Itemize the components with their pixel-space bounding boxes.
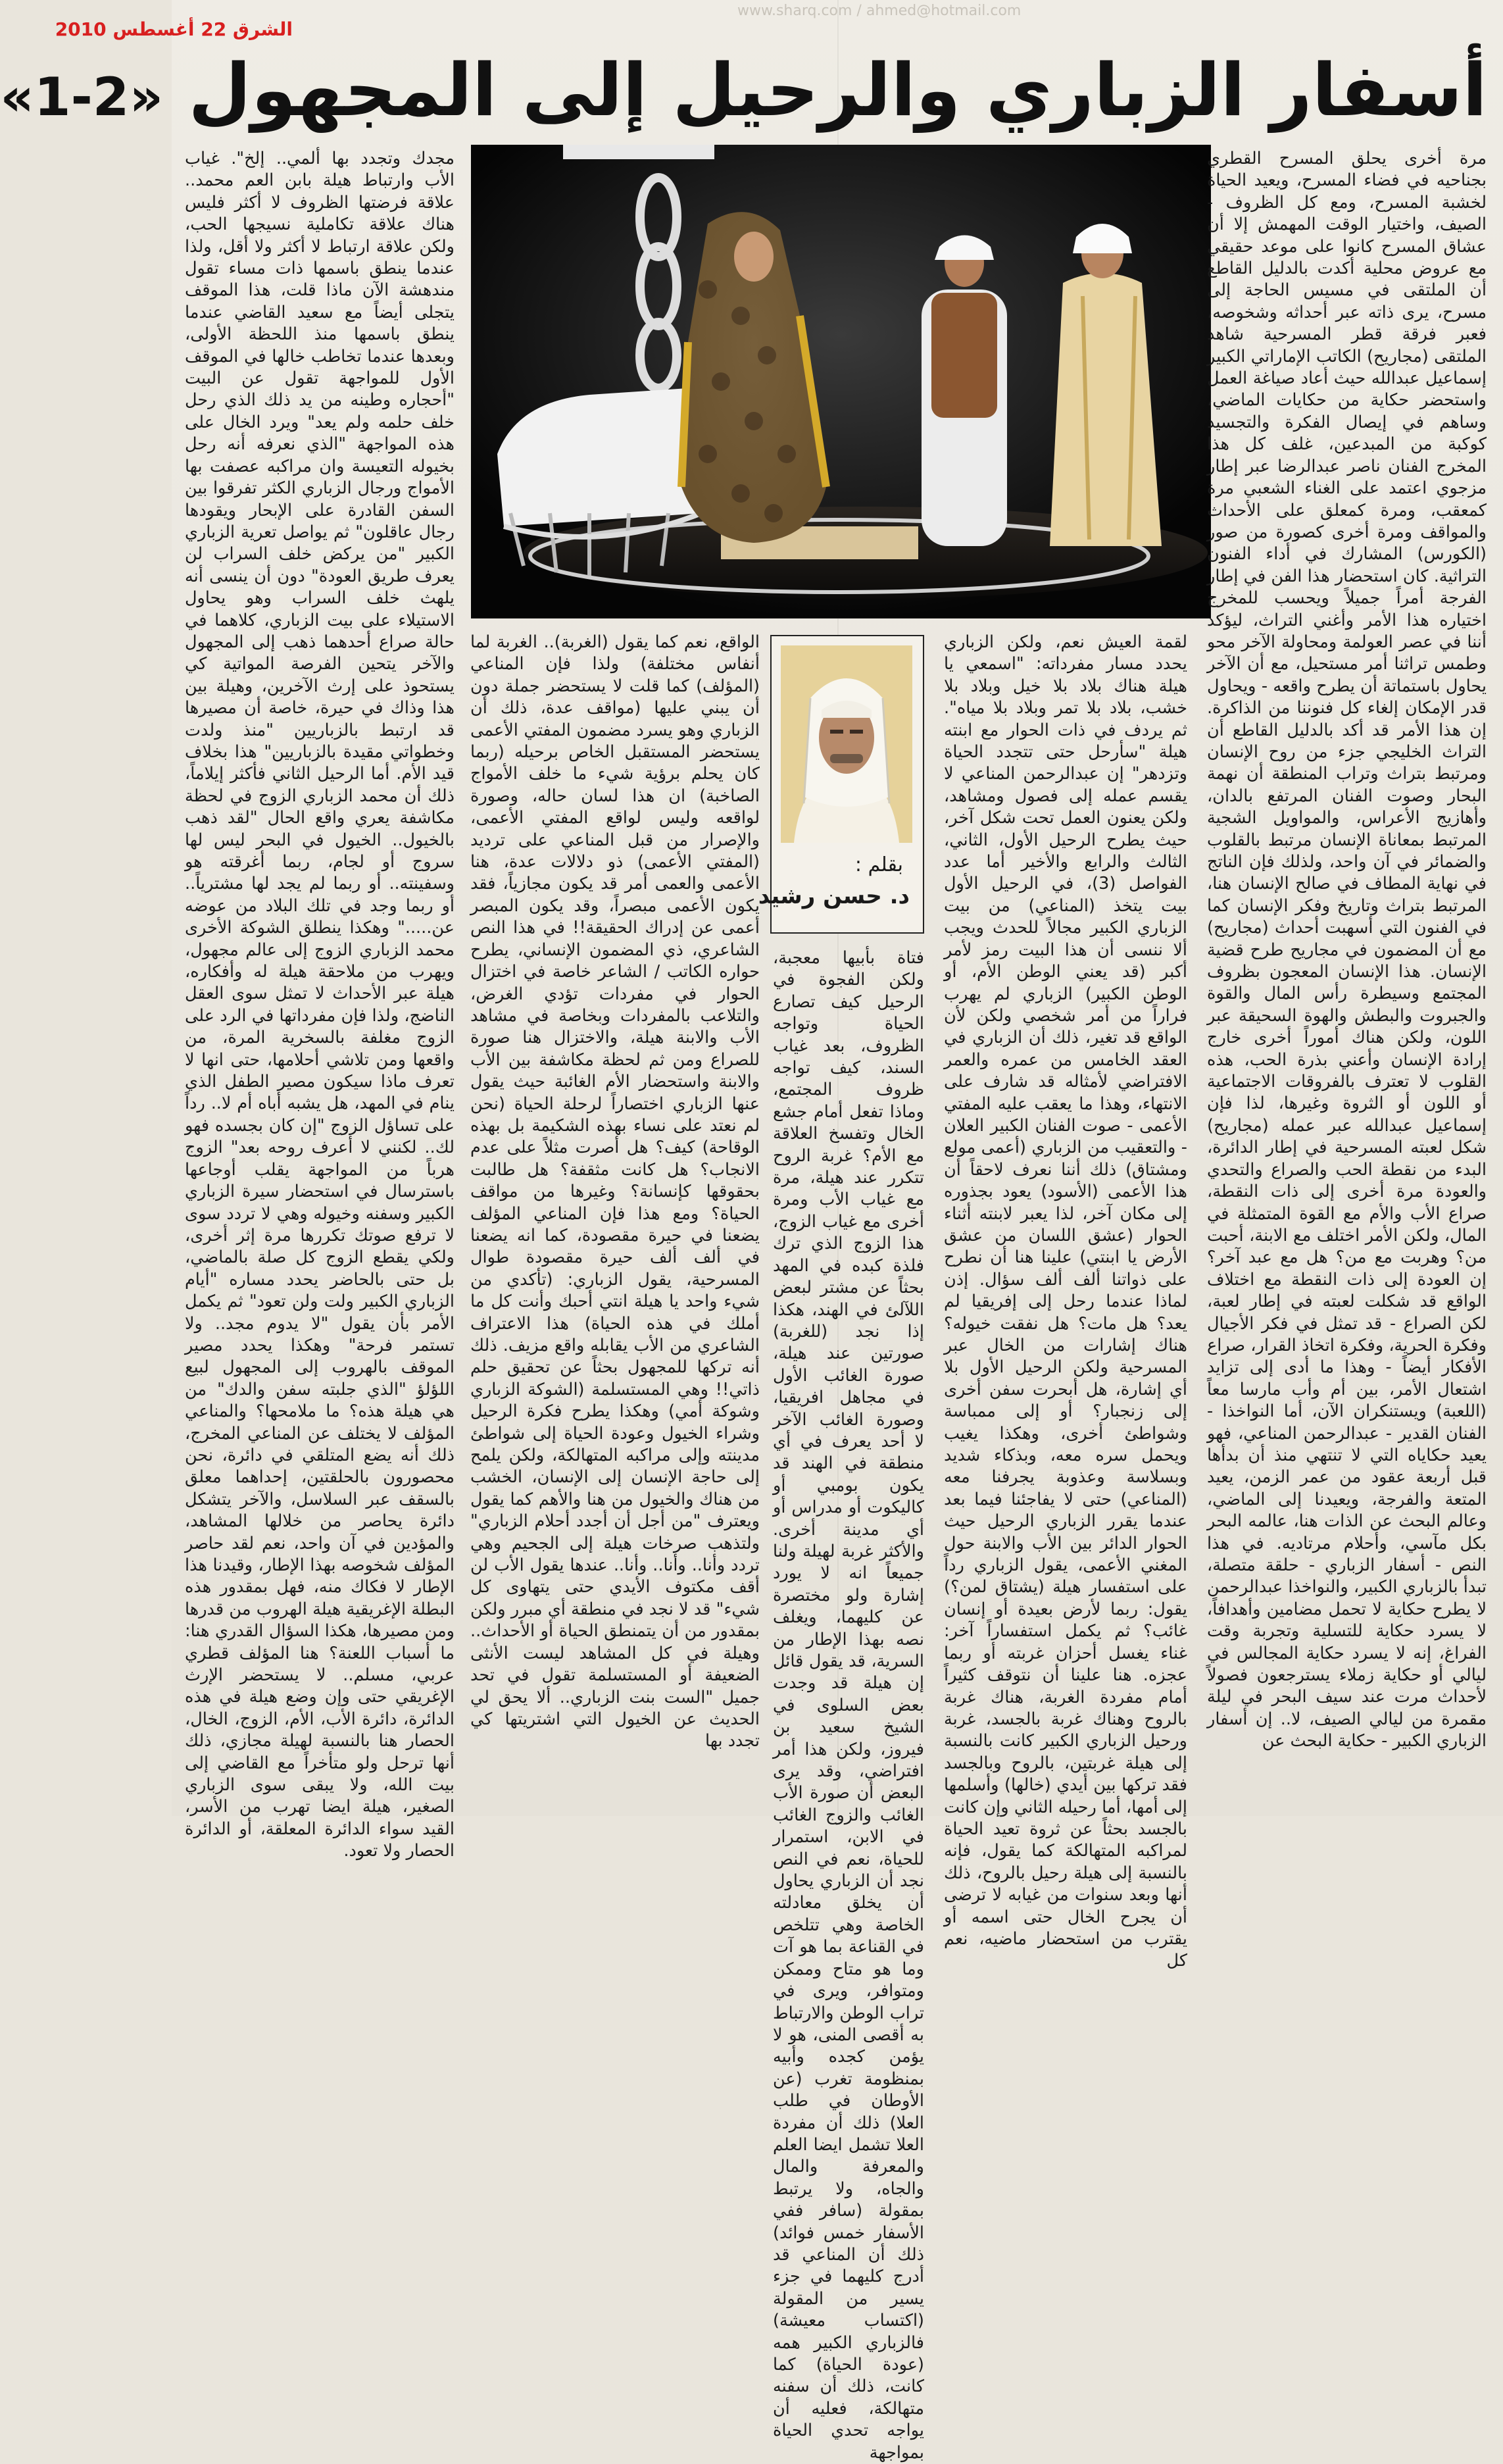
headline [0, 47, 1487, 140]
article-column-left [185, 148, 455, 1861]
column-text: الواقع، نعم كما يقول (الغربة).. الغربة لما أنفاس مختلفة) ولذا فإن المناعي (المؤلف) كما قلت لا يستحضر جملة دون أن يبني عليها (مواقف عدة، ذلك أن الزباري وهو يسرد مضمون المفتي الأعمى يستحضر المستقبل الخاص برحيله (ربما كان يحلم برؤية شيء ما خلف الأمواج الصاخبة) ان هذا لسان حاله، وصورة لواقعه وليس لواقع المفتي الأعمى، والإصرار من قبل المناعي على ترديد (المفتي الأعمى) ذو دلالات عدة، هنا الأعمى والعمى أمر قد يكون مجازياً، فقد يكون الأعمى مبصراً، وقد يكون المبصر أعمى عن إدراك الحقيقة!! في هذا النص الشاعري، ذي المضمون الإنساني، يطرح حواره الكاتب / الشاعر خاصة في اختزال الحوار في مفردات تؤدي الغرض، والتلاعب بالمفردات وبخاصة في مشاهد الأب والابنة هيلة، والاختزال هنا صورة للصراع ومن ثم لحظة مكاشفة بين الأب والابنة واستحضار الأم الغائبة حيث يقول عنها الزباري اختصاراً لرحلة الحياة (نحن لم نعتد على نساء بهذه الشكيمة بل بهذه الوقاحة) كيف؟ هل أصرت مثلاً على عدم الانجاب؟ هل كانت مثقفة؟ هل طالبت بحقوقها كإنسانة؟ وغيرها من مواقف الحياة؟ ومع هذا فإن المناعي المؤلف يضعنا في حيرة مقصودة، كما انه يضعنا في ألف ألف حيرة مقصودة طوال المسرحية، يقول الزباري: (تأكدي من شيء واحد يا هيلة انتي أحبك وأنت كل ما أملك في هذه الحياة) هذا الاعتراف الشاعري من الأب يقابله واقع مزيف. ذلك أنه تركها للمجهول بحثاً عن تحقيق حلم ذاتي!! وهي المستسلمة (الشوكة الزباري وشوكة أمي) وهكذا يطرح فكرة الرحيل وشراء الخيول وعودة الحياة إلى شواطئ مدينته وإلى مراكبه المتهالكة، ولكن يلمح إلى حاجة الإنسان إلى الإنسان، الخشب من هناك والخيول من هنا والأهم كما يقول ويعترف "من أجل أن أجدد أحلام الزباري" ولتذهب صرخات هيلة إلى الجحيم وهي تردد وأنا.. وأنا.. وأنا.. عندها يقول الأب لن أقف مكتوف الأيدي حتى يتهاوى كل شيء" قد لا نجد في منطقة أي مبرر ولكن بمقدور من أن يتمنطق الحياة أو الأحداث.. وهيلة في كل المشاهد ليست الأنثى الضعيفة أو المستسلمة تقول في تحد جميل "الست بنت الزباري.. ألا يحق لي الحديث عن الخيول التي اشتريتها كي تجدد بها [470, 632, 760, 1751]
author-portrait-illustration [781, 645, 912, 843]
stage-scene-illustration [471, 145, 1211, 618]
author-byline-box [758, 635, 924, 934]
bleed-through-text: www.sharq.com / ahmed@hotmail.com [737, 3, 1022, 19]
article-column-middle-right [944, 632, 1187, 1971]
article-column-right [1207, 148, 1487, 1799]
column-text: لقمة العيش نعم، ولكن الزباري يحدد مسار مفرداته: "اسمعي يا هيلة هناك بلاد بلا خيل وبلاد بلا خشب، بلاد بلا تمر وبلاد بلا مياه". ثم يردف في ذات الحوار مع ابنته هيلة "سأرحل حتى تتجدد الحياة وتزدهر" إن عبدالرحمن المناعي لا يقسم عمله إلى فصول ومشاهد، ولكن يعنون العمل تحت شكل آخر، حيث يطرح الرحيل الأول، الثاني، الثالث والرابع والأخير أما عدد الفواصل (3)، في الرحيل الأول بيت يتخذ (المناعي) من بيت الزباري الكبير مجالاً للحدث ويجب ألا ننسى أن هذا البيت رمز لأمر أكبر (قد يعني الوطن الأم، أو الوطن الكبير) الزباري لم يهرب فراراً من أمر شخصي ولكن لأن الواقع قد تغير، ذلك أن الزباري في العقد الخامس من عمره والعمر الافتراضي لأمثاله قد شارف على الانتهاء، وهذا ما يعقب عليه المفتي الأعمى - صوت الفنان الكبير العلان - والتعقيب من الزباري (أعمى مولع ومشتاق) ذلك أننا نعرف لاحقاً أن هذا الأعمى (الأسود) يعود بجذوره إلى مكان آخر، لذا يعبر لابنته أثناء الحوار (عشق اللسان من عشق الأرض يا ابنتي) علينا هنا أن نطرح على ذواتنا ألف ألف سؤال. إذن لماذا عندما رحل إلى إفريقيا لم يعد؟ هل مات؟ هل نفقت خيوله؟ هناك إشارات من الخال عبر المسرحية ولكن الرحيل الأول بلا أي إشارة، هل أبحرت سفن أخرى إلى زنجبار؟ أو إلى ممباسة وشواطئ أخرى، وهكذا يغيب ويحمل سره معه، وبذكاء شديد وبسلاسة وعذوبة يجرفنا معه (المناعي) حتى لا يفاجئنا فيما بعد عندما يقرر الزباري الرحيل حيث الحوار الدائر بين الأب والابنة حول المغني الأعمى، يقول الزباري رداً على استفسار هيلة (يشتاق لمن؟) يقول: ربما لأرض بعيدة أو إنسان غائب؟ ثم يكمل استفساراً آخر: غناء يغسل أحزان غربته أو ربما عجزه. هنا علينا أن نتوقف كثيراً أمام مفردة الغربة، هناك غربة بالروح وهناك غربة بالجسد، غربة ورحيل الزباري الكبير كانت بالنسبة إلى هيلة غربتين، بالروح وبالجسد فقد تركها بين أيدي (خالها) وأسلمها إلى أمها، أما رحيله الثاني وإن كانت بالجسد بحثاً عن ثروة تعيد الحياة لمراكبه المتهالكة كما يقول، فإنه بالنسبة إلى هيلة رحيل بالروح، ذلك أنها وبعد سنوات من غيابه لا ترضى أن يجرح الخال حتى اسمه أو يقترب من استحضار ماضيه، نعم كل [944, 632, 1187, 1971]
author-portrait [781, 645, 912, 843]
headline-title: أسفار الزباري والرحيل إلى المجهول [188, 48, 1487, 132]
stage-photo [471, 145, 1211, 618]
byline-label: بقلم : [854, 853, 903, 876]
dateline: الشرق 22 أغسطس 2010 [55, 18, 293, 40]
article-column-middle [773, 947, 924, 2463]
author-name: د. حسن رشيد [758, 883, 910, 909]
column-text: فتاة بأبيها معجبة، ولكن الفجوة في الرحيل كيف تصارع الحياة وتواجه الظروف، بعد غياب السند، كيف تواجه ظروف المجتمع، وماذا تفعل أمام جشع الخال وتفسخ العلاقة مع الأم؟ غربة الروح تتكرر عند هيلة، مرة مع غياب الأب ومرة أخرى مع غياب الزوج، هذا الزوج الذي ترك فلذة كبده في المهد بحثاً عن مشتر لبعض اللآلئ في الهند، هكذا إذا نجد (للغربة) صورتين عند هيلة، صورة الغائب الأول في مجاهل افريقيا، وصورة الغائب الآخر لا أحد يعرف في أي منطقة في الهند قد يكون بومبي أو كاليكوت أو مدراس أو أي مدينة أخرى. والأكثر غربة لهيلة ولنا جميعاً انه لا يورد إشارة ولو مختصرة عن كليهما، ويغلف نصه بهذا الإطار من السرية، قد يقول قائل إن هيلة قد وجدت بعض السلوى في الشيخ سعيد بن فيروز، ولكن هذا أمر افتراضي، وقد يرى البعض أن صورة الأب الغائب والزوج الغائب في الابن، استمرار للحياة، نعم في النص نجد أن الزباري يحاول أن يخلق معادلته الخاصة وهي تتلخص في القناعة بما هو آت وما هو متاح وممكن ومتوافر، ويرى في تراب الوطن والارتباط به أقصى المنى، هو لا يؤمن كجده وأبيه بمنظومة تغرب (عن الأوطان في طلب العلا) ذلك أن مفردة العلا تشمل ايضا العلم والمعرفة والمال والجاه، ولا يرتبط بمقولة (سافر ففي الأسفار خمس فوائد) ذلك أن المناعي قد أدرج كليهما في جزء يسير من المقولة (اكتساب معيشة) فالزباري الكبير همه (عودة الحياة) كما كانت، ذلك أن سفنه متهالكة، فعليه أن يواجه تحدي الحياة بمواجهة [773, 948, 924, 2463]
column-text: مرة أخرى يحلق المسرح القطري بجناحيه في فضاء المسرح، ويعيد الحياة لخشبة المسرح، ومع كل الظروف - الصيف، واختيار الوقت المهمش إلا أن عشاق المسرح كانوا على موعد حقيقي مع عروض محلية أكدت بالدليل القاطع أن الملتقى في مسيس الحاجة إلى مسرح، يرى ذاته عبر أحداثه وشخوصه، فعبر فرقة قطر المسرحية شاهد الملتقى (مجاريح) الكاتب الإماراتي الكبير إسماعيل عبدالله حيث أعاد صياغة العمل واستحضر حكاية من حكايات الماضي، وساهم في إيصال الفكرة والتجسيد كوكبة من المبدعين، غلف كل هذا المخرج الفنان ناصر عبدالرضا عبر إطار مزجوي اعتمد على الغناء الشعبي مرة كمعقب، ومرة كمعلق على الأحداث والمواقف ومرة أخرى كصورة من صور (الكورس) المشارك في أداء الفنون التراثية. كان استحضار هذا الفن في إطار الفرجة أمراً جميلاً ويحسب للمخرج اختياره هذا الأمر وأغني التراث، ليؤكد أننا في عصر العولمة ومحاولة الآخر محو وطمس تراثنا أمر مستحيل، مع أن الآخر يحاول باستماتة أن يطرح واقعه - ويحاول قدر الإمكان إلغاء كل فنوننا من الذاكرة. إن هذا الأمر قد أكد بالدليل القاطع أن التراث الخليجي جزء من روح الإنسان ومرتبط بتراث وتراب المنطقة أن نهمة البحار وصوت الفنان المرتفع بالدان، وأهازيج الأعراس، والمواويل الشجية المرتبط بمعاناة الإنسان مرتبط بالقلوب والضمائر في آن واحد، ولذلك فإن الناتج في نهاية المطاف في صالح الإنسان هنا، المرتبط بتراث وتاريخ وفكر الإنسان كما في الفنون التي أسهبت أحداث (مجاريح) مع أن المضمون في مجاريح طرح قضية الإنسان. هذا الإنسان المعجون بظروف المجتمع وسيطرة رأس المال والقوة والجبروت والبطش والهوة السحيقة عبر اللون، ولكن هناك أموراً أخرى خارج إرادة الإنسان وأعني بذرة الحب، هذه القلوب لا تعترف بالفروقات الاجتماعية أو اللون أو الثروة وغيرها، لذا فإن إسماعيل عبدالله عبر عمله (مجاريح) شكل لعبته المسرحية في إطار الدائرة، البدء من نقطة الحب والصراع والتحدي والعودة مرة أخرى إلى ذات النقطة، صراع الأب والأم مع القوة المتمثلة في المال، ولكن الأمر اختلف مع الابنة، أحبت من؟ وهربت مع من؟ هل مع عبد آخر؟ إن العودة إلى ذات النقطة مع اختلاف الواقع قد شكلت لعبته في إطار لعبة، لكن الصراع - قد تمثل في فكر الأجيال وفكرة الحرية، وفكرة اتخاذ القرار، صراع الأفكار أيضاً - وهذا ما أدى إلى تزايد اشتعال الأمر، بين أم وأب مارسا معاً (اللعبة) ويستنكران الآن، أما النواخذا - الفنان القدير - عبدالرحمن المناعي، فهو يعيد حكاياه التي لا تنتهي منذ أن بدأها قبل أربعة عقود من عمر الزمن، يعيد المتعة والفرجة، ويعيدنا إلى الماضي، وعالم البحث عن الذات هنا، عالمه البحر بكل مآسي، وأحلام مرتاديه. في هذا النص - أسفار الزباري - حلقة متصلة، تبدأ بالزباري الكبير، والنواخذا عبدالرحمن لا يطرح حكاية لا تحمل مضامين وأهدافاً، لا يسرد حكاية للتسلية وتجربة وقت الفراغ، إنه لا يسرد حكاية المجالس في ليالي أو حكاية زملاء يسترجعون فصولاً لأحداث مرت عند سيف البحر في ليلة مقمرة من ليالي الصيف، لا.. إن أسفار الزباري الكبير - حكاية البحث عن [1207, 149, 1487, 1751]
column-text: مجدك وتجدد بها ألمي.. إلخ". غياب الأب وارتباط هيلة بابن العم محمد.. علاقة فرضتها الظروف لا أكثر فليس هناك علاقة تكاملية نسيجها الحب، ولكن علاقة ارتباط لا أكثر ولا أقل، ولذا عندما ينطق باسمها ذات مساء تقول مندهشة الآن ماذا قلت، هذا الموقف يتجلى أيضاً مع سعيد القاضي عندما ينطق باسمها منذ اللحظة الأولى، وبعدها عندما تخاطب خالها في الموقف الأول للمواجهة تقول عن البيت "أحجاره وطينه من يد ذلك الذي رحل خلف حلمه ولم يعد" ويرد الخال على هذه المواجهة "الذي نعرفه أنه رحل بخيوله التعيسة وان مراكبه عصفت بها الأمواج ورجال الزباري الكثر تفرقوا بين السفن القادرة على الإبحار ويقودها رجال عاقلون" ثم يواصل تعرية الزباري الكبير "من يركض خلف السراب لن يعرف طريق العودة" دون أن ينسى أنه يلهث خلف السراب وهو يحاول الاستيلاء على بيت الزباري، كلاهما في حالة صراع أحدهما ذهب إلى المجهول والآخر يتحين الفرصة المواتية كي يستحوذ على إرث الآخرين، وهيلة بين هذا وذاك في حيرة، خاصة أن مصيرها قد ارتبط بالزباريين "منذ ولدت وخطواتي مقيدة بالزباريين" هذا بخلاف قيد الأم. أما الرحيل الثاني فأكثر إيلاماً، ذلك أن محمد الزباري الزوج في لحظة مكاشفة يعري واقع الحال "لقد ذهب بالخيول.. الخيول في البحر ليس لها سروج أو لجام، ربما أغرقته هو وسفينته.. أو ربما لم يجد لها مشترياً.. أو ربما وجد في تلك البلاد من عوضه عن....." وهكذا ينطلق الشوكة الأخرى محمد الزباري الزوج إلى عالم مجهول، ويهرب من ملاحقة هيلة له وأفكاره، هيلة عبر الأحداث لا تمثل سوى العقل الناضج، ولذا فإن مفرداتها في الرد على الزوج مغلفة بالسخرية المرة، من واقعها ومن تلاشي أحلامها، حتى انها لا تعرف ماذا سيكون مصير الطفل الذي ينام في المهد، هل يشبه أباه أم لا.. رداً على تساؤل الزوج "إن كان بجسده فهو لك.. لكنني لا أعرف روحه بعد" الزوج هرباً من المواجهة يقلب أوجاعها باسترسال في استحضار سيرة الزباري الكبير وسفنه وخيوله وهي لا تردد سوى لا ترفع صوتك تكررها مرة إثر أخرى، ولكي يقطع الزوج كل صلة بالماضي، بل حتى بالحاضر يحدد مساره "أيام الزباري الكبير ولت ولن تعود" ثم يكمل الأمر بأن يقول "لا يدوم مجد.. ولا تستمر فرحة" وهكذا يحدد مصير الموقف بالهروب إلى المجهول لبيع اللؤلؤ "الذي جلبته سفن والدك" من هي هيلة هذه؟ ما ملامحها؟ والمناعي المؤلف لا يختلف عن المناعي المخرج، ذلك أنه يضع المتلقي في دائرة، نحن محصورون بالحلقتين، إحداهما معلق بالسقف عبر السلاسل، والآخر يتشكل دائرة يحاصر من خلالها المشاهد، والمؤدين في آن واحد، نعم لقد حاصر المؤلف شخوصه بهذا الإطار، وقيدنا هذا الإطار لا فكاك منه، فهل بمقدور هذه البطلة الإغريقية هيلة الهروب من قدرها ومن مصيرها، هكذا السؤال القدري هنا: ما أسباب اللعنة؟ هنا المؤلف قطري عربي، مسلم.. لا يستحضر الإرث الإغريقي حتى وإن وضع هيلة في هذه الدائرة، دائرة الأب، الأم، الزوج، الخال، الحصار هنا بالنسبة لهيلة مجازي، ذلك أنها ترحل ولو متأخراً مع القاضي إلى بيت الله، ولا يبقى سوى الزباري الصغير، هيلة ايضا تهرب من الأسر، القيد سواء الدائرة المعلقة، أو الدائرة الحصار ولا تعود. [185, 149, 455, 1861]
article-column-middle-left [470, 632, 760, 1803]
headline-part: «2-1» [0, 66, 164, 128]
